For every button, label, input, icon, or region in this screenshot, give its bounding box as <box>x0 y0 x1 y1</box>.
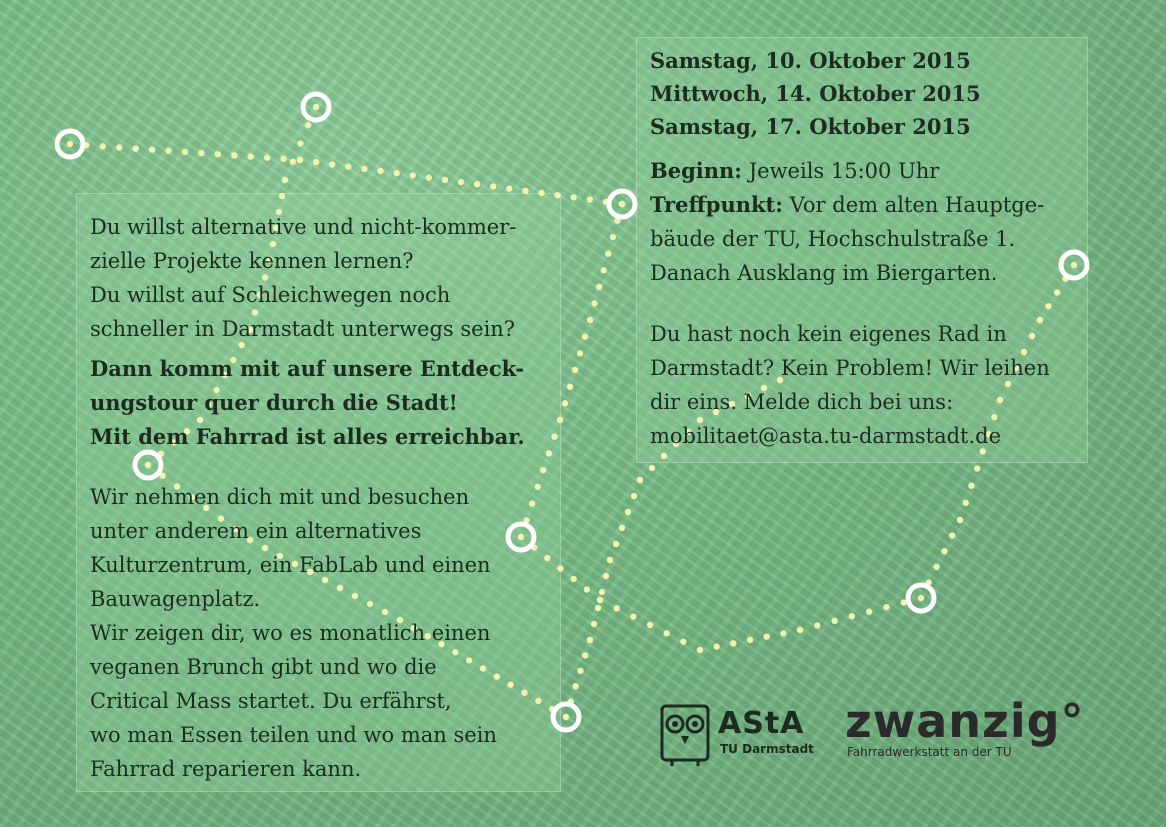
route-dot <box>535 484 541 490</box>
rental-line: Du hast noch kein eigenes Rad in <box>650 322 1007 346</box>
route-dot <box>572 683 578 689</box>
meeting-point-line-2: bäude der TU, Hochschulstraße 1. <box>650 227 1016 251</box>
tour-line: Critical Mass startet. Du erfährst, <box>90 689 452 713</box>
meeting-point-line <box>650 188 1044 222</box>
route-dot <box>133 145 139 151</box>
route-dot <box>577 350 583 356</box>
route-dot <box>522 188 528 194</box>
tour-line: Wir nehmen dich mit und besuchen <box>90 485 470 509</box>
zwanzig-logo-subtitle: Fahrradwerkstatt an der TU <box>847 745 1012 759</box>
route-dot <box>248 153 254 159</box>
route-dot <box>563 714 569 720</box>
route-dot <box>215 151 221 157</box>
route-dot <box>377 168 383 174</box>
highlight-paragraph <box>90 352 525 454</box>
meeting-point-text: Vor dem alten Hauptge- <box>782 193 1045 217</box>
route-dot <box>630 613 636 619</box>
event-info <box>650 154 1044 290</box>
route-dot <box>591 300 597 306</box>
start-text: Jeweils 15:00 Uhr <box>742 159 940 183</box>
highlight-line: ungstour quer durch die Stadt! <box>90 390 458 415</box>
route-dot <box>313 159 319 165</box>
route-dot <box>596 284 602 290</box>
route-dot <box>67 141 73 147</box>
route-dot <box>518 534 524 540</box>
route-dot <box>661 453 667 459</box>
route-dot <box>619 525 625 531</box>
route-dot <box>562 400 568 406</box>
route-dot <box>587 196 593 202</box>
route-dot <box>329 161 335 167</box>
route-dot <box>577 668 583 674</box>
route-dot <box>297 140 303 146</box>
route-dot <box>145 462 151 468</box>
event-date: Mittwoch, 14. Oktober 2015 <box>650 81 981 106</box>
route-dot <box>279 193 285 199</box>
rental-line: Darmstadt? Kein Problem! Wir leihen <box>650 356 1050 380</box>
route-dot <box>680 638 686 644</box>
asta-owl-icon <box>660 704 712 768</box>
route-dot <box>393 170 399 176</box>
route-dot <box>116 144 122 150</box>
route-dot <box>597 597 603 603</box>
route-dot <box>763 633 769 639</box>
tour-line: Bauwagenplatz. <box>90 587 261 611</box>
route-dot <box>571 194 577 200</box>
tour-line: Kulturzentrum, ein FabLab und einen <box>90 553 491 577</box>
route-dot <box>458 179 464 185</box>
event-dates <box>650 44 981 143</box>
route-dot <box>557 417 563 423</box>
event-date: Samstag, 10. Oktober 2015 <box>650 48 971 73</box>
closing-line: Danach Ausklang im Biergarten. <box>650 261 998 285</box>
route-dot <box>780 630 786 636</box>
route-dot <box>551 434 557 440</box>
route-dot <box>1071 262 1077 268</box>
event-date: Samstag, 17. Oktober 2015 <box>650 114 971 139</box>
route-dot <box>747 637 753 643</box>
route-dot <box>535 698 541 704</box>
route-dot <box>529 500 535 506</box>
route-dot <box>605 251 611 257</box>
route-dot <box>544 555 550 561</box>
route-dot <box>963 500 969 506</box>
intro-paragraph <box>90 210 516 346</box>
route-dot <box>442 177 448 183</box>
route-dot <box>631 493 637 499</box>
route-dot <box>182 149 188 155</box>
start-label: Beginn: <box>650 158 743 183</box>
route-dot <box>584 586 590 592</box>
route-dot <box>591 621 597 627</box>
route-dot <box>883 604 889 610</box>
tour-line: veganen Brunch gibt und wo die <box>90 655 437 679</box>
route-dot <box>849 613 855 619</box>
route-dot <box>282 177 288 183</box>
route-dot <box>572 367 578 373</box>
route-dot <box>297 157 303 163</box>
route-dot <box>280 156 286 162</box>
route-dot <box>305 122 311 128</box>
intro-line: Du willst alternative und nicht-kommer- <box>90 215 517 239</box>
intro-line: zielle Projekte kennen lernen? <box>90 249 414 273</box>
route-dot <box>231 152 237 158</box>
tour-line: Fahrrad reparieren kann. <box>90 757 362 781</box>
route-dot <box>557 565 563 571</box>
contact-email: mobilitaet@asta.tu-darmstadt.de <box>650 424 1002 448</box>
highlight-line: Dann komm mit auf unsere Entdeck- <box>90 356 525 381</box>
route-dot <box>866 609 872 615</box>
route-dot <box>607 557 613 563</box>
route-dot <box>933 564 939 570</box>
route-dot <box>198 150 204 156</box>
rental-line: dir eins. Melde dich bei uns: <box>650 390 954 414</box>
route-dot <box>949 532 955 538</box>
tour-line: unter anderem ein alternatives <box>90 519 422 543</box>
route-dot <box>567 383 573 389</box>
route-dot <box>410 172 416 178</box>
route-dot <box>647 622 653 628</box>
route-dot <box>610 234 616 240</box>
route-dot <box>570 576 576 582</box>
route-dot <box>290 159 296 165</box>
route-dot <box>490 183 496 189</box>
route-dot <box>625 509 631 515</box>
route-dot <box>1045 303 1051 309</box>
route-dot <box>345 163 351 169</box>
route-dot <box>968 483 974 489</box>
intro-line: schneller in Darmstadt unterwegs sein? <box>90 317 516 341</box>
bike-rental-paragraph <box>650 317 1050 453</box>
route-dot <box>587 317 593 323</box>
route-dot <box>313 104 319 110</box>
route-dot <box>797 627 803 633</box>
route-dot <box>582 652 588 658</box>
route-dot <box>974 465 980 471</box>
route-dot <box>619 201 625 207</box>
route-dot <box>595 605 601 611</box>
route-dot <box>587 637 593 643</box>
intro-line: Du willst auf Schleichwegen noch <box>90 283 451 307</box>
route-dot <box>831 618 837 624</box>
route-dot <box>713 643 719 649</box>
route-dot <box>554 192 560 198</box>
route-dot <box>1054 289 1060 295</box>
tour-paragraph <box>90 480 497 786</box>
route-dot <box>149 147 155 153</box>
route-dot <box>507 681 513 687</box>
route-dot <box>613 605 619 611</box>
route-dot <box>538 190 544 196</box>
route-dot <box>540 467 546 473</box>
route-dot <box>426 174 432 180</box>
route-dot <box>697 647 703 653</box>
route-dot <box>941 548 947 554</box>
route-dot <box>613 541 619 547</box>
route-dot <box>361 166 367 172</box>
tour-line: wo man Essen teilen und wo man sein <box>90 723 497 747</box>
asta-logo-subtitle: TU Darmstadt <box>720 742 814 756</box>
route-dot <box>730 640 736 646</box>
route-dot <box>506 185 512 191</box>
asta-logo-text: AStA <box>718 706 805 741</box>
route-dot <box>603 573 609 579</box>
route-dot <box>100 143 106 149</box>
route-dot <box>918 595 924 601</box>
route-dot <box>601 267 607 273</box>
route-dot <box>649 465 655 471</box>
route-dot <box>599 589 605 595</box>
route-dot <box>474 181 480 187</box>
meeting-point-label: Treffpunkt: <box>650 192 783 217</box>
highlight-line: Mit dem Fahrrad ist alles erreichbar. <box>90 424 525 449</box>
route-dot <box>957 517 963 523</box>
zwanzig-logo-text: zwanzig° <box>845 694 1085 748</box>
route-dot <box>521 690 527 696</box>
route-dot <box>546 450 552 456</box>
start-time-line <box>650 154 1044 188</box>
route-dot <box>814 622 820 628</box>
tour-line: Wir zeigen dir, wo es monatlich einen <box>90 621 491 645</box>
route-dot <box>663 630 669 636</box>
route-dot <box>165 148 171 154</box>
route-dot <box>264 155 270 161</box>
route-dot <box>582 333 588 339</box>
route-dot <box>637 477 643 483</box>
